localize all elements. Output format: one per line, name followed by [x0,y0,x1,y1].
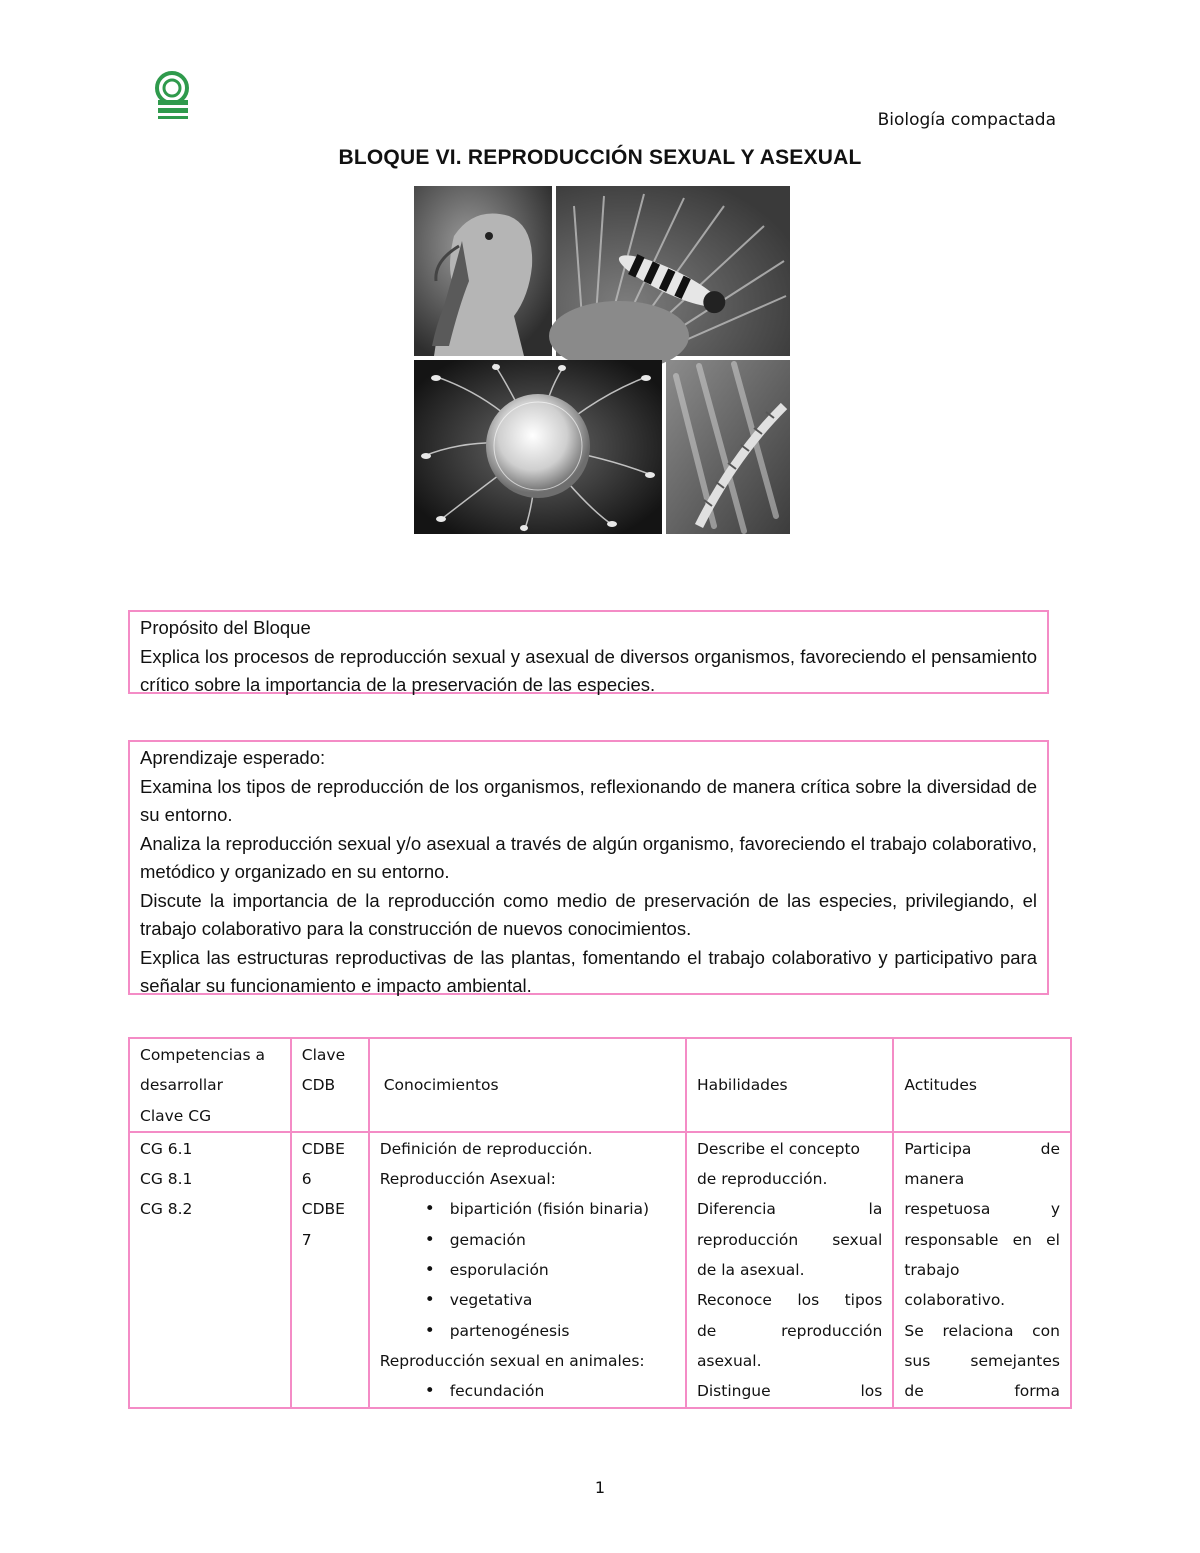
list-item: • gemación [380,1225,675,1255]
cell-competencias: CG 6.1 CG 8.1 CG 8.2 [129,1132,291,1408]
header-habilidades: Habilidades [686,1038,893,1132]
photo-collage [414,186,790,534]
bird-photo [414,186,552,356]
page-number: 1 [594,1478,606,1497]
cell-clave-cdb: CDBE 6 CDBE 7 [291,1132,369,1408]
cell-actitudes: Participa de manera respetuosa y responsable en el trabajo colaborativo. Se relaciona con sus semejantes de forma [893,1132,1071,1408]
expected-learning-item: Examina los tipos de reproducción de los organismos, reflexionando de manera crítica sobre la diversidad de su entorno. [140,775,1037,825]
plant-detail-photo [666,360,790,534]
expected-learning-heading: Aprendizaje esperado: [140,747,326,768]
table-header-row [129,1038,1071,1132]
header-actitudes: Actitudes [893,1038,1071,1132]
cell-conocimientos: Definición de reproducción. Reproducción Asexual: • bipartición (fisión binaria) • gemación • esporulación • vegetativa • partenogénesis Reproducción sexual en animales: • fecundación [369,1132,686,1408]
expected-learning-item: Analiza la reproducción sexual y/o asexual a través de algún organismo, favoreciendo el trabajo colaborativo, metódico y organizado en su entorno. [140,832,1037,882]
asexual-types-list [380,1194,675,1345]
block-purpose-text: Explica los procesos de reproducción sexual y asexual de diversos organismos, favoreciendo el pensamiento crítico sobre la importancia de la preservación de las especies. [140,645,1037,695]
list-item: • esporulación [380,1255,675,1285]
header-competencias: Competencias a desarrollar Clave CG [129,1038,291,1132]
competencies-table [128,1037,1072,1409]
running-header: Biología compactada [877,110,1056,130]
insect-on-flower-photo [549,186,790,371]
sexual-types-list [380,1376,675,1406]
expected-learning-item: Discute la importancia de la reproducción como medio de preservación de las especies, privilegiando, el trabajo colaborativo para la construcción de nuevos conocimientos. [140,889,1037,939]
page-title: BLOQUE VI. REPRODUCCIÓN SEXUAL Y ASEXUAL [338,146,862,169]
egg-and-sperm-photo [414,360,662,534]
expected-learning-item: Explica las estructuras reproductivas de las plantas, fomentando el trabajo colaborativo y participativo para señalar su funcionamiento e impacto ambiental. [140,946,1037,996]
list-item: • vegetativa [380,1285,675,1315]
table-row [129,1132,1071,1408]
expected-learning-box [128,740,1049,995]
block-purpose-box [128,610,1049,694]
list-item: • partenogénesis [380,1316,675,1346]
list-item: • fecundación [380,1376,675,1406]
cell-habilidades: Describe el concepto de reproducción. Diferencia la reproducción sexual de la asexual. Reconoce los tipos de reproducción asexual. Distingue los [686,1132,893,1408]
institution-logo-icon [150,70,198,124]
block-purpose-heading: Propósito del Bloque [140,617,311,638]
header-conocimientos: Conocimientos [369,1038,686,1132]
list-item: • bipartición (fisión binaria) [380,1194,675,1224]
header-clave-cdb: Clave CDB [291,1038,369,1132]
